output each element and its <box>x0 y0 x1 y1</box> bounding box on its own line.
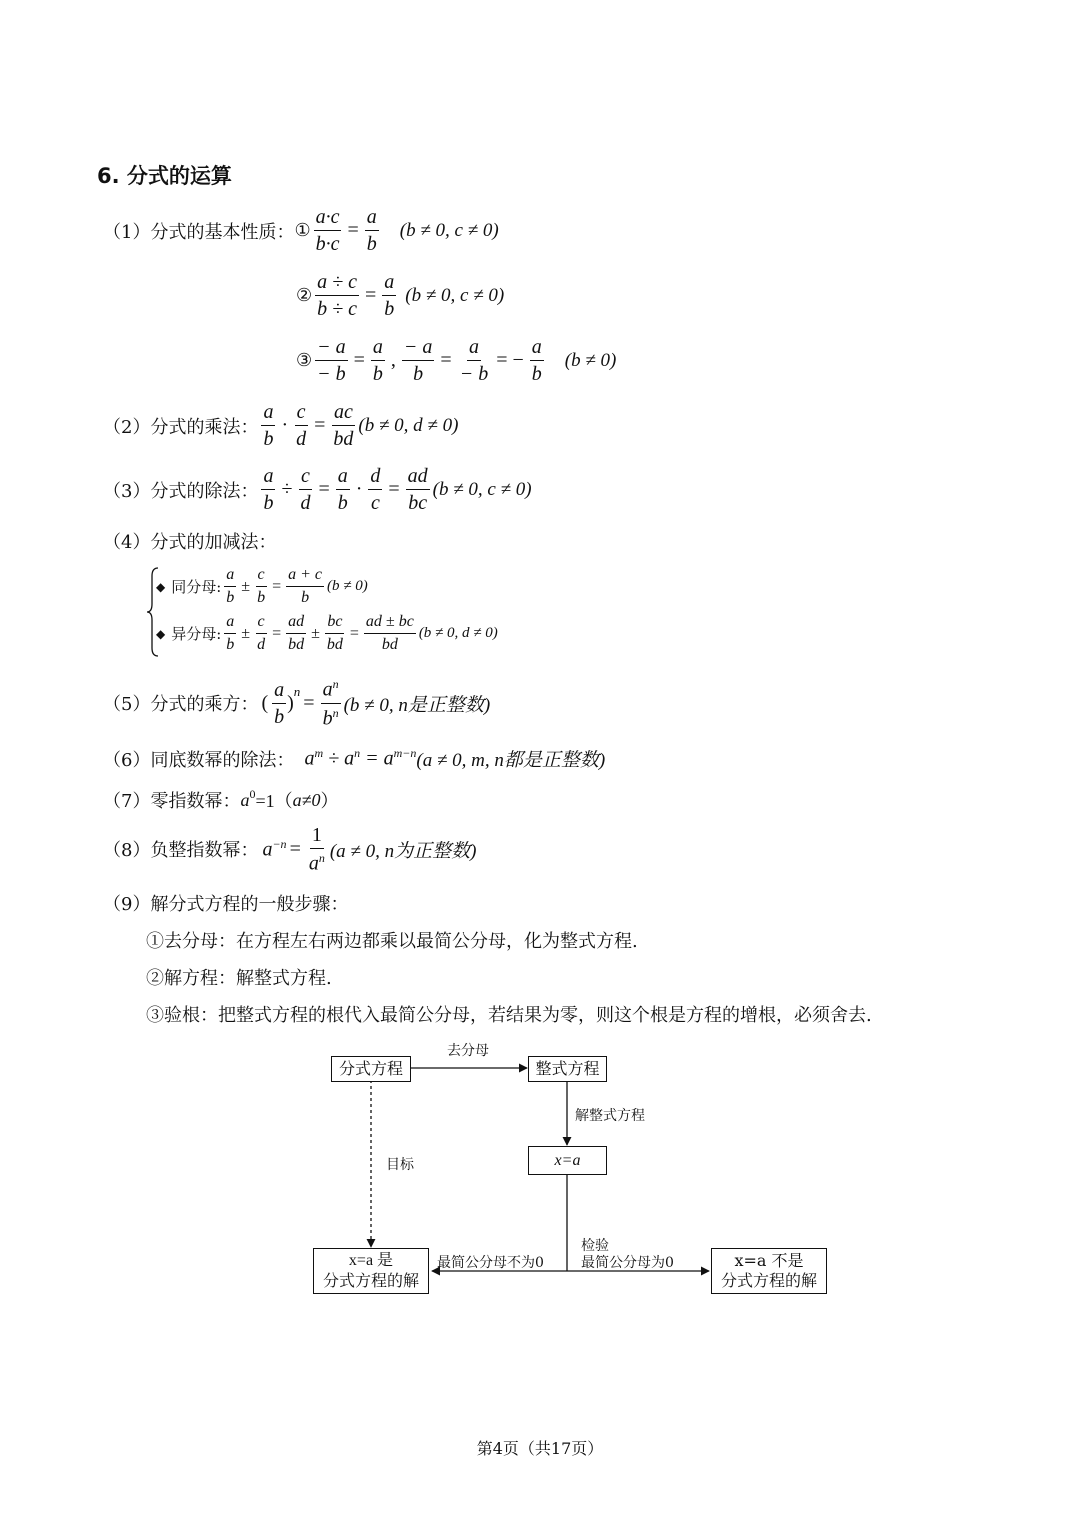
property-1: （1）分式的基本性质： ① $\frac{a\cdot c}{b\cdot c}$ = $\frac{a}{b}$ (b ≠ 0, c ≠ 0) <box>103 206 499 255</box>
fraction-a-b-pow: $\frac{a}{b}$ <box>274 678 285 728</box>
fraction-a-neg-b: $\frac{a}{- b}$ <box>459 336 489 385</box>
fraction-a-b-add2: $\frac{a}{b}$ <box>226 613 235 653</box>
property-3: ③ $\frac{- a}{- b}$ = $\frac{a}{b}$ , $\frac{- a}{b}$ = $\frac{a}{- b}$ = − $\frac{a}{b}$ (b ≠ 0) <box>296 336 617 385</box>
box-x-equals-a <box>528 1146 607 1175</box>
p4-same-label: 同分母: <box>171 578 222 596</box>
circled-3: ③ <box>296 350 313 371</box>
p8-label: （8）负整指数幂： <box>103 840 259 862</box>
p1-condition-1: (b ≠ 0, c ≠ 0) <box>399 219 499 241</box>
p4-diff-label: 异分母: <box>171 625 222 643</box>
fraction-ad-bd: $\frac{ad}{bd}$ <box>288 613 305 653</box>
p6-label: （6）同底数幂的除法： <box>103 749 295 771</box>
power-rule: （5）分式的乘方： ( $\frac{a}{b}$ ) n = $\frac{a^n}{b^n}$ (b ≠ 0, n是正整数) <box>103 677 491 730</box>
fraction-neg-a-b: $\frac{- a}{b}$ <box>403 336 433 385</box>
p7-base: a <box>240 789 250 810</box>
label-zero: 最简公分母为0 <box>581 1255 674 1271</box>
label-goal: 目标 <box>386 1157 414 1173</box>
p4-same-condition: (b ≠ 0) <box>327 578 368 594</box>
power-expression: $a^m \div a^n = a^{m-n}$ <box>304 746 417 770</box>
box-no-line2: 分式方程的解 <box>720 1271 817 1290</box>
fraction-a-b-mul: $\frac{a}{b}$ <box>263 401 274 450</box>
p9-label: （9）解分式方程的一般步骤： <box>103 894 349 915</box>
box-no-line1: x=a 不是 <box>734 1251 804 1270</box>
fraction-adpmbc-bd: $\frac{ad \pm bc}{bd}$ <box>365 613 414 653</box>
fraction-apmc-b: $\frac{a + c}{b}$ <box>288 566 323 606</box>
fraction-ac-bc: $\frac{a\cdot c}{b\cdot c}$ <box>315 206 340 255</box>
negative-power: $a^{-n}$ <box>262 837 287 861</box>
fraction-a-b-2: $\frac{a}{b}$ <box>384 271 395 320</box>
box-fractional-equation <box>331 1056 411 1082</box>
fraction-ac-bd: $\frac{ac}{bd}$ <box>333 401 354 450</box>
p7-expression: =1（ <box>255 791 293 811</box>
box-not-solution <box>711 1248 827 1294</box>
multiplication-rule: （2）分式的乘法： $\frac{a}{b}$ · $\frac{c}{d}$ = $\frac{ac}{bd}$ (b ≠ 0, d ≠ 0) <box>103 401 459 450</box>
same-denominator-rule: ◆ 同分母: $\frac{a}{b}$ ± $\frac{c}{b}$ = $\frac{a + c}{b}$ (b ≠ 0) <box>156 566 368 606</box>
fraction-a-b: $\frac{a}{b}$ <box>366 206 377 255</box>
fraction-c-d-div: $\frac{c}{d}$ <box>300 465 311 514</box>
box-x-prefix: x <box>554 1151 562 1169</box>
fraction-a-b-3: $\frac{a}{b}$ <box>372 336 383 385</box>
label-solve: 解整式方程 <box>575 1108 645 1124</box>
label-not-zero: 最简公分母不为0 <box>437 1255 544 1271</box>
box-is-solution <box>313 1248 429 1294</box>
step-1: ①去分母：在方程左右两边都乘以最简公分母，化为整式方程. <box>146 931 638 952</box>
property-2: ② $\frac{a \div c}{b \div c}$ = $\frac{a}{b}$ (b ≠ 0, c ≠ 0) <box>296 271 505 320</box>
section-heading: 分式的运算 <box>126 164 232 188</box>
p4-label: （4）分式的加减法： <box>103 532 277 553</box>
p1-condition-3: (b ≠ 0) <box>564 349 617 371</box>
diamond-bullet-icon: ◆ <box>156 579 166 594</box>
p8-condition: (a ≠ 0, n为正整数) <box>329 840 477 862</box>
p7-condition: a≠0 <box>292 789 321 810</box>
box-polynomial-label: 整式方程 <box>535 1059 600 1078</box>
circled-1: ① <box>294 220 311 241</box>
fraction-a-b-add: $\frac{a}{b}$ <box>226 566 235 606</box>
section-number: 6. <box>97 164 120 188</box>
p1-condition-2: (b ≠ 0, c ≠ 0) <box>405 284 505 306</box>
label-remove-denominator: 去分母 <box>447 1043 489 1059</box>
p3-condition: (b ≠ 0, c ≠ 0) <box>432 478 532 500</box>
step-3: ③验根：把整式方程的根代入最简公分母，若结果为零，则这个根是方程的增根，必须舍去. <box>146 1005 872 1026</box>
box-x-label <box>555 1151 581 1171</box>
box-x-suffix: =a <box>561 1151 581 1169</box>
fraction-adivc-bdivc: $\frac{a \div c}{b \div c}$ <box>317 271 357 320</box>
page-footer: 第4页（共17页） <box>476 1439 604 1458</box>
p7-close: ） <box>320 791 339 812</box>
p6-condition: (a ≠ 0, m, n都是正整数) <box>416 750 606 771</box>
fraction-neg-a-neg-b: $\frac{- a}{- b}$ <box>317 336 346 385</box>
fraction-c-d-mul: $\frac{c}{d}$ <box>296 401 307 450</box>
diamond-bullet-icon: ◆ <box>156 626 166 641</box>
division-rule: （3）分式的除法： $\frac{a}{b}$ ÷ $\frac{c}{d}$ = $\frac{a}{b}$ · $\frac{d}{c}$ = $\frac{ad}{bc}$ (b ≠ 0, c ≠ 0) <box>103 465 532 514</box>
different-denominator-rule: ◆ 异分母: $\frac{a}{b}$ ± $\frac{c}{d}$ = $\frac{ad}{bd}$ ± $\frac{bc}{bd}$ = $\frac{ad \pm bc}{bd}$ (b ≠ 0, d ≠ 0) <box>156 613 498 653</box>
step-2: ②解方程：解整式方程. <box>146 968 332 989</box>
zero-exponent-rule: （7）零指数幂： a $^0$ =1（ a≠0 ） <box>103 787 339 812</box>
box-yes-line1: x=a 是 <box>348 1252 394 1269</box>
p4-diff-condition: (b ≠ 0, d ≠ 0) <box>418 625 498 641</box>
fraction-a-b-4: $\frac{a}{b}$ <box>531 336 542 385</box>
p3-label: （3）分式的除法： <box>103 480 259 502</box>
box-polynomial-equation <box>528 1056 607 1082</box>
p5-condition: (b ≠ 0, n是正整数) <box>343 694 491 716</box>
p2-label: （2）分式的乘法： <box>103 416 259 438</box>
fraction-a-b-div2: $\frac{a}{b}$ <box>337 465 348 514</box>
label-check: 检验 <box>581 1238 609 1254</box>
fraction-c-d-add: $\frac{c}{d}$ <box>257 613 266 653</box>
p2-condition: (b ≠ 0, d ≠ 0) <box>358 414 459 436</box>
fraction-a-b-div: $\frac{a}{b}$ <box>263 465 274 514</box>
p1-label: （1）分式的基本性质： <box>103 221 295 243</box>
fraction-an-bn: $\frac{a^n}{b^n}$ <box>322 677 339 730</box>
p5-label: （5）分式的乘方： <box>103 694 259 716</box>
fraction-1-an: $\frac{1}{a^n}$ <box>308 824 325 875</box>
fraction-bc-bd: $\frac{bc}{bd}$ <box>326 613 343 653</box>
p7-label: （7）零指数幂： <box>103 791 241 812</box>
box-yes-line2: 分式方程的解 <box>322 1271 419 1290</box>
negative-exponent-rule: （8）负整指数幂： $a^{-n}$ = $\frac{1}{a^n}$ (a ≠ 0, n为正整数) <box>103 824 477 875</box>
box-fractional-label: 分式方程 <box>338 1059 403 1078</box>
fraction-d-c: $\frac{d}{c}$ <box>370 465 381 514</box>
fraction-c-b-add: $\frac{c}{b}$ <box>257 566 266 606</box>
fraction-ad-bc: $\frac{ad}{bc}$ <box>407 465 428 514</box>
circled-2: ② <box>296 285 313 306</box>
